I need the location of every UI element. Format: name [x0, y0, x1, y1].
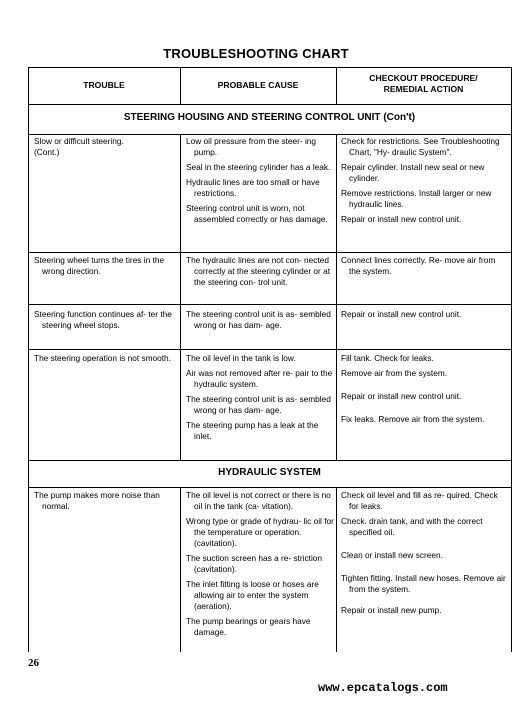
cause-item: Hydraulic lines are too small or have restrictions. [186, 177, 320, 198]
header-checkout-procedure: CHECKOUT PROCEDURE/ [369, 73, 478, 83]
trouble-text: Steering function continues af- ter the steering wheel stops. [34, 309, 172, 330]
trouble-text: The pump makes more noise than normal. [34, 490, 160, 511]
section-rule [28, 460, 511, 461]
action-cell [341, 490, 507, 620]
section-title: HYDRAULIC SYSTEM [218, 467, 321, 478]
action-item: Repair cylinder. Install new seal or new cylinder. [341, 162, 485, 183]
chart-title: TROUBLESHOOTING CHART [163, 46, 349, 61]
cause-item: Low oil pressure from the steer- ing pump. [186, 136, 317, 157]
watermark-url: www.epcatalogs.com [318, 681, 448, 695]
cause-cell [186, 136, 334, 229]
column-divider-2 [336, 487, 337, 652]
row-rule [28, 304, 511, 305]
cause-item: Wrong type or grade of hydrau- lic oil for the temperature or operation.(cavitation). [186, 516, 334, 548]
action-cell [341, 255, 507, 281]
trouble-cell [34, 353, 176, 368]
troubleshooting-table [28, 67, 511, 652]
trouble-cell [34, 136, 176, 162]
action-item: Repair or install new control unit. [341, 214, 462, 224]
action-cell [341, 353, 507, 429]
cause-item: The steering control unit is as- sembled wrong or has dam- age. [186, 394, 331, 415]
page-number: 26 [28, 657, 39, 669]
cause-item: The pump bearings or gears have damage. [186, 616, 311, 637]
row-rule [28, 349, 511, 350]
trouble-cell [34, 309, 176, 335]
action-item: Check. drain tank, and with the correct specified oil. [341, 516, 483, 537]
section-rule [28, 134, 511, 135]
action-item: Repair or install new control unit. [341, 391, 462, 401]
trouble-cell [34, 255, 176, 281]
trouble-text: The steering operation is not smooth. [34, 353, 171, 363]
cause-item: The steering pump has a leak at the inlet. [186, 420, 319, 441]
action-item: Check for restrictions. See Troubleshooting Chart, "Hy- draulic System". [341, 136, 500, 157]
trouble-text: Slow or difficult steering. [34, 136, 124, 146]
action-item: Clean or install new screen. [341, 550, 443, 560]
action-cell [341, 309, 507, 324]
cause-item: Steering control unit is worn, not assembled correctly or has damage. [186, 203, 328, 224]
action-item: Connect lines correctly. Re- move air from the system. [341, 255, 496, 276]
column-divider-1 [180, 134, 181, 460]
trouble-text: (Cont.) [34, 147, 60, 157]
cause-item: The oil level in the tank is low. [186, 353, 296, 363]
action-cell [341, 136, 507, 229]
cause-item: The inlet fitting is loose or hoses are allowing air to enter the system (aeration). [186, 579, 319, 611]
cause-item: The oil level is not correct or there is no oil in the tank (ca- vitation). [186, 490, 331, 511]
action-item: Repair or install new pump. [341, 605, 442, 615]
column-divider-2 [336, 134, 337, 460]
header-trouble: TROUBLE [83, 80, 125, 90]
header-probable-cause: PROBABLE CAUSE [217, 80, 299, 90]
table-left-border [28, 67, 29, 652]
cause-item: Air was not removed after re- pair to the hydraulic system. [186, 368, 333, 389]
header-remedial-action: REMEDIAL ACTION [383, 84, 464, 94]
action-item: Tighten fitting. Install new hoses. Remove air from the system. [341, 573, 506, 594]
cause-cell [186, 255, 334, 292]
action-item: Remove air from the system. [341, 368, 448, 378]
action-item: Repair or install new control unit. [341, 309, 462, 319]
cause-cell [186, 490, 334, 642]
cause-item: The suction screen has a re- striction (cavitation). [186, 553, 323, 574]
cause-item: Seal in the steering cylinder has a leak. [186, 162, 331, 172]
trouble-text: Steering wheel turns the tires in the wrong direction. [34, 255, 165, 276]
action-item: Remove restrictions. Install larger or new hydraulic lines. [341, 188, 492, 209]
action-item: Fix leaks. Remove air from the system. [341, 414, 485, 424]
section-rule [28, 487, 511, 488]
action-item: Fill tank. Check for leaks. [341, 353, 434, 363]
table-right-border [511, 67, 512, 652]
cause-cell [186, 353, 334, 446]
column-divider-1 [180, 487, 181, 652]
section-title: STEERING HOUSING AND STEERING CONTROL UNIT (Con't) [123, 112, 416, 123]
table-top-border [28, 67, 511, 68]
cause-item: The steering control unit is as- sembled wrong or has dam- age. [186, 309, 331, 330]
row-rule [28, 252, 511, 253]
trouble-cell [34, 490, 176, 516]
cause-item: The hydraulic lines are not con- nected correctly at the steering cylinder or at the steering con- trol unit. [186, 255, 331, 287]
action-item: Check oil level and fill as re- quired. Check for leaks. [341, 490, 498, 511]
header-bottom-rule [28, 104, 511, 105]
cause-cell [186, 309, 334, 335]
